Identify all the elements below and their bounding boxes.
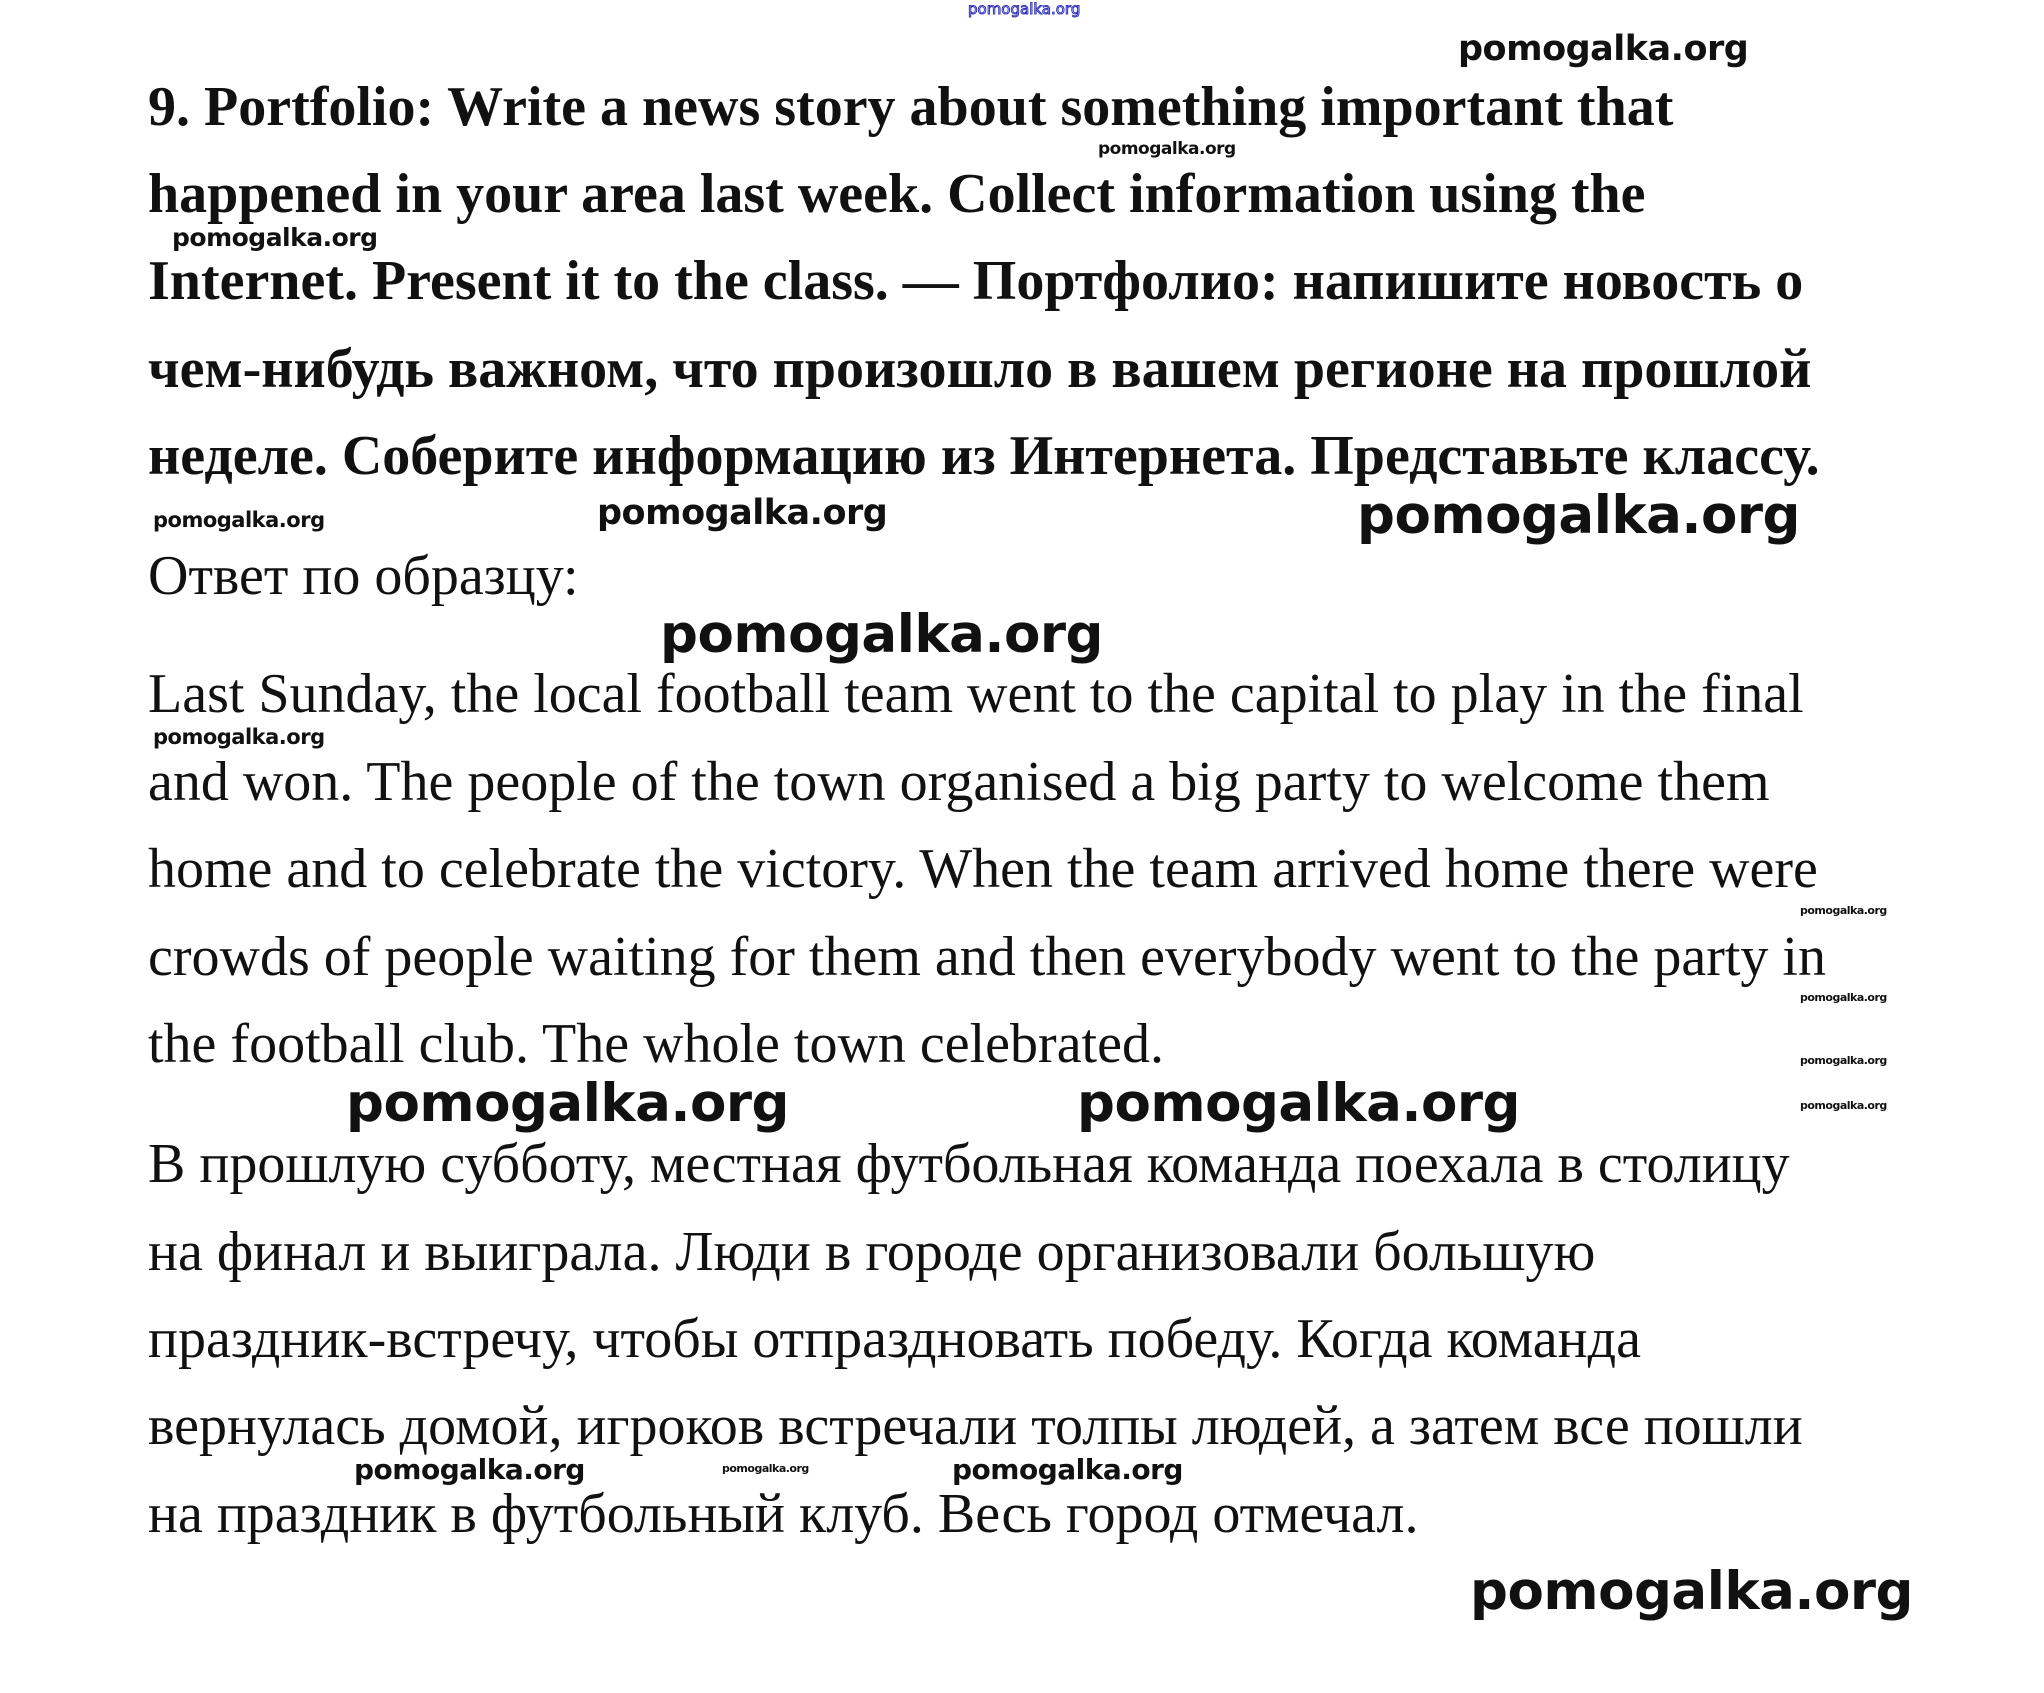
answer-line: home and to celebrate the victory. When the team arrived home there were — [148, 838, 1818, 900]
task-line: happened in your area last week. Collect information using the — [148, 163, 1646, 225]
answer-line: праздник-встречу, чтобы отпраздновать победу. Когда команда — [148, 1308, 1641, 1370]
answer-line: на праздник в футбольный клуб. Весь город отмечал. — [148, 1483, 1419, 1545]
watermark: pomogalka.org — [1077, 1073, 1520, 1134]
watermark: pomogalka.org — [722, 1462, 809, 1475]
header-watermark: pomogalka.org — [968, 0, 1081, 18]
task-line: Internet. Present it to the class. — Портфолио: напишите новость о — [148, 250, 1804, 312]
watermark: pomogalka.org — [1800, 1054, 1887, 1067]
answer-line: the football club. The whole town celebrated. — [148, 1013, 1164, 1075]
answer-line: crowds of people waiting for them and then everybody went to the party in — [148, 926, 1826, 988]
watermark: pomogalka.org — [354, 1453, 585, 1486]
watermark: pomogalka.org — [660, 604, 1103, 665]
answer-line: на финал и выиграла. Люди в городе организовали большую — [148, 1221, 1596, 1283]
answer-line: В прошлую субботу, местная футбольная команда поехала в столицу — [148, 1133, 1790, 1195]
answer-label: Ответ по образцу: — [148, 545, 579, 607]
task-line: чем-нибудь важном, что произошло в вашем регионе на прошлой — [148, 338, 1812, 400]
answer-line: and won. The people of the town organised a big party to welcome them — [148, 751, 1770, 813]
answer-line: Last Sunday, the local football team went to the capital to play in the final — [148, 663, 1804, 725]
watermark: pomogalka.org — [1800, 1099, 1887, 1112]
watermark: pomogalka.org — [952, 1453, 1183, 1486]
watermark: pomogalka.org — [1458, 29, 1749, 69]
watermark: pomogalka.org — [346, 1073, 789, 1134]
task-line: 9. Portfolio: Write a news story about something important that — [148, 76, 1674, 138]
watermark: pomogalka.org — [1800, 991, 1887, 1004]
watermark: pomogalka.org — [172, 223, 378, 252]
watermark: pomogalka.org — [1800, 904, 1887, 917]
task-line: неделе. Соберите информацию из Интернета. Представьте классу. — [148, 425, 1820, 487]
watermark: pomogalka.org — [153, 725, 325, 749]
watermark: pomogalka.org — [1357, 485, 1800, 546]
watermark: pomogalka.org — [597, 493, 888, 533]
watermark: pomogalka.org — [153, 508, 325, 532]
answer-line: вернулась домой, игроков встречали толпы людей, а затем все пошли — [148, 1395, 1803, 1457]
watermark: pomogalka.org — [1470, 1561, 1913, 1622]
watermark: pomogalka.org — [1098, 139, 1236, 159]
